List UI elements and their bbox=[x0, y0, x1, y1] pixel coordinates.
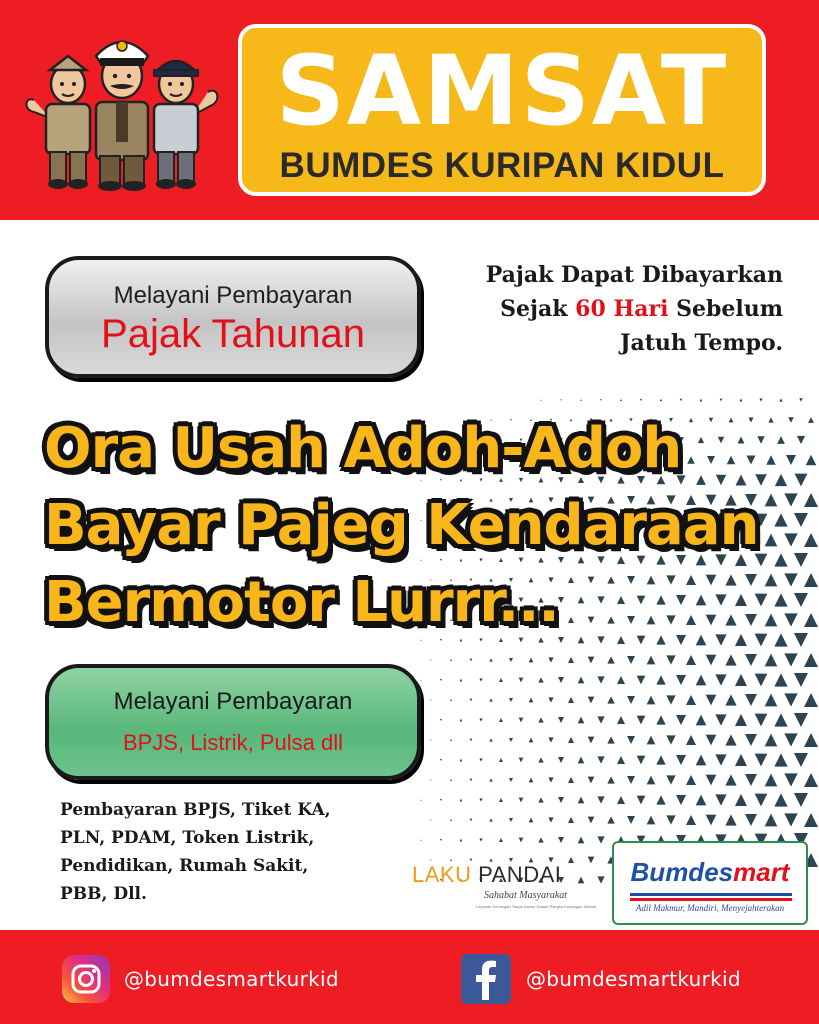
pattern-triangle bbox=[774, 793, 787, 806]
pattern-triangle bbox=[804, 813, 818, 827]
pattern-triangle bbox=[548, 817, 553, 822]
pattern-triangle bbox=[450, 819, 452, 821]
laku-pandai-part1: LAKU bbox=[412, 862, 472, 887]
pattern-triangle bbox=[578, 797, 585, 804]
pattern-triangle bbox=[676, 715, 686, 725]
pattern-triangle bbox=[450, 659, 452, 661]
pattern-triangle bbox=[637, 676, 646, 685]
pattern-triangle bbox=[700, 399, 703, 402]
slogan-line-3: Bermotor Lurrr... bbox=[44, 570, 559, 635]
pattern-triangle bbox=[627, 656, 635, 664]
mascot-right bbox=[154, 61, 217, 189]
tax-note-highlight: 60 Hari bbox=[575, 296, 669, 322]
pattern-triangle bbox=[568, 697, 574, 703]
pattern-triangle bbox=[440, 679, 442, 681]
bumdesmart-part1: Bumdes bbox=[630, 857, 734, 887]
pattern-triangle bbox=[578, 837, 585, 844]
pattern-triangle bbox=[784, 813, 797, 826]
pattern-triangle bbox=[794, 593, 808, 607]
pattern-triangle bbox=[696, 675, 707, 686]
pattern-triangle bbox=[735, 754, 747, 766]
pattern-triangle bbox=[607, 696, 614, 703]
pattern-triangle bbox=[735, 794, 747, 806]
payments-note-line-2: PLN, PDAM, Token Listrik, bbox=[60, 828, 315, 848]
pattern-triangle bbox=[647, 776, 656, 785]
pattern-triangle bbox=[440, 839, 442, 841]
service-pill-bills-title: BPJS, Listrik, Pulsa dll bbox=[122, 730, 344, 755]
pattern-triangle bbox=[808, 417, 814, 423]
pattern-triangle bbox=[804, 693, 818, 707]
pattern-triangle bbox=[560, 399, 562, 401]
pattern-triangle bbox=[804, 773, 818, 787]
pattern-triangle bbox=[784, 693, 797, 706]
pattern-triangle bbox=[686, 655, 696, 665]
pattern-triangle bbox=[784, 533, 797, 546]
pattern-triangle bbox=[420, 759, 421, 760]
pattern-triangle bbox=[548, 697, 553, 702]
service-pill-bills-heading: Melayani Pembayaran bbox=[113, 688, 353, 715]
pattern-triangle bbox=[489, 818, 492, 821]
pattern-triangle bbox=[420, 799, 421, 800]
pattern-triangle bbox=[637, 756, 646, 765]
pattern-triangle bbox=[440, 759, 442, 761]
mascot-left bbox=[26, 56, 90, 189]
pattern-triangle bbox=[647, 656, 656, 665]
pattern-triangle bbox=[588, 697, 595, 704]
pattern-triangle bbox=[765, 654, 778, 667]
pattern-triangle bbox=[715, 754, 726, 765]
pattern-triangle bbox=[676, 795, 686, 805]
pattern-triangle bbox=[479, 758, 482, 761]
pattern-triangle bbox=[529, 818, 534, 823]
pattern-triangle bbox=[538, 717, 543, 722]
pattern-triangle bbox=[656, 675, 665, 684]
pattern-triangle bbox=[666, 695, 675, 704]
pattern-triangle bbox=[804, 613, 818, 627]
pattern-triangle bbox=[774, 713, 787, 726]
pattern-triangle bbox=[470, 779, 473, 782]
police-mascots-illustration bbox=[20, 26, 225, 191]
pattern-triangle bbox=[647, 696, 656, 705]
pattern-triangle bbox=[706, 775, 717, 786]
payments-note-line-3: Pendidikan, Rumah Sakit, bbox=[60, 856, 309, 876]
instagram-icon[interactable] bbox=[62, 955, 110, 1003]
pattern-triangle bbox=[656, 755, 665, 764]
pattern-triangle bbox=[804, 573, 818, 587]
pattern-triangle bbox=[666, 655, 675, 664]
laku-pandai-logo bbox=[412, 858, 597, 916]
pattern-triangle bbox=[794, 793, 808, 807]
pattern-triangle bbox=[637, 716, 646, 725]
pattern-triangle bbox=[745, 734, 757, 746]
bumdesmart-stripe-blue bbox=[630, 893, 792, 896]
pattern-triangle bbox=[450, 779, 452, 781]
pattern-triangle bbox=[706, 815, 717, 826]
pattern-triangle bbox=[617, 716, 625, 724]
pattern-triangle bbox=[784, 733, 797, 746]
pattern-triangle bbox=[420, 839, 421, 840]
service-pill-tax bbox=[45, 256, 421, 378]
pattern-triangle bbox=[460, 759, 463, 762]
pattern-triangle bbox=[578, 677, 585, 684]
pattern-triangle bbox=[538, 837, 543, 842]
pattern-triangle bbox=[460, 839, 463, 842]
pattern-triangle bbox=[509, 698, 513, 702]
pattern-triangle bbox=[529, 658, 534, 663]
pattern-triangle bbox=[489, 698, 492, 701]
pattern-triangle bbox=[538, 757, 543, 762]
pattern-triangle bbox=[499, 718, 503, 722]
pattern-triangle bbox=[794, 553, 808, 567]
pattern-triangle bbox=[600, 399, 602, 401]
tax-note-line-2 bbox=[423, 292, 783, 326]
pattern-triangle bbox=[725, 774, 736, 785]
pattern-triangle bbox=[558, 797, 564, 803]
pattern-triangle bbox=[479, 798, 482, 801]
pattern-triangle bbox=[479, 718, 482, 721]
pattern-triangle bbox=[519, 718, 524, 723]
pattern-triangle bbox=[578, 717, 585, 724]
pattern-triangle bbox=[715, 794, 726, 805]
pattern-triangle bbox=[794, 673, 808, 687]
pattern-triangle bbox=[745, 814, 757, 826]
pattern-triangle bbox=[450, 739, 452, 741]
pattern-triangle bbox=[460, 679, 463, 682]
pattern-triangle bbox=[647, 736, 656, 745]
pattern-triangle bbox=[509, 658, 513, 662]
pattern-triangle bbox=[640, 399, 642, 401]
pattern-triangle bbox=[627, 816, 635, 824]
pattern-triangle bbox=[597, 796, 604, 803]
pattern-triangle bbox=[735, 714, 747, 726]
pattern-triangle bbox=[499, 678, 503, 682]
pattern-triangle bbox=[440, 719, 442, 721]
pattern-triangle bbox=[686, 695, 696, 705]
pattern-triangle bbox=[706, 735, 717, 746]
pattern-triangle bbox=[620, 399, 622, 401]
bumdesmart-part2: mart bbox=[733, 857, 790, 887]
payments-note-line-4: PBB, Dll. bbox=[60, 884, 147, 904]
pattern-triangle bbox=[755, 754, 768, 767]
pattern-triangle bbox=[656, 795, 665, 804]
pattern-triangle bbox=[725, 694, 736, 705]
pattern-triangle bbox=[706, 655, 717, 666]
payments-note bbox=[60, 796, 420, 908]
pattern-triangle bbox=[794, 713, 808, 727]
pattern-triangle bbox=[706, 695, 717, 706]
pattern-triangle bbox=[759, 398, 762, 401]
pattern-triangle bbox=[519, 798, 524, 803]
pattern-triangle bbox=[784, 653, 797, 666]
pattern-triangle bbox=[538, 797, 543, 802]
service-pill-bills bbox=[45, 664, 421, 780]
pattern-triangle bbox=[804, 733, 818, 747]
pattern-triangle bbox=[430, 699, 431, 700]
pattern-triangle bbox=[529, 778, 534, 783]
pattern-triangle bbox=[740, 399, 743, 402]
bumdesmart-tagline: Adil Makmur, Mandiri, Menyejahterakan bbox=[635, 903, 785, 913]
pattern-triangle bbox=[509, 818, 513, 822]
pattern-triangle bbox=[786, 455, 796, 465]
pattern-triangle bbox=[499, 758, 503, 762]
pattern-triangle bbox=[666, 815, 675, 824]
pattern-triangle bbox=[784, 493, 797, 506]
pattern-triangle bbox=[686, 775, 696, 785]
pattern-triangle bbox=[774, 753, 787, 766]
pattern-triangle bbox=[470, 699, 473, 702]
header-banner bbox=[0, 0, 819, 220]
pattern-triangle bbox=[784, 773, 797, 786]
pattern-triangle bbox=[529, 738, 534, 743]
footer-social-bar bbox=[0, 930, 819, 1024]
pattern-triangle bbox=[745, 654, 757, 666]
pattern-triangle bbox=[607, 656, 614, 663]
pattern-triangle bbox=[794, 513, 808, 527]
pattern-triangle bbox=[588, 737, 595, 744]
pattern-triangle bbox=[578, 757, 585, 764]
pattern-triangle bbox=[568, 777, 574, 783]
tax-payment-note bbox=[423, 258, 783, 360]
laku-pandai-tagline: Sahabat Masyarakat bbox=[484, 890, 568, 901]
pattern-triangle bbox=[479, 678, 482, 681]
facebook-icon[interactable] bbox=[461, 954, 511, 1004]
pattern-triangle bbox=[420, 679, 421, 680]
pattern-triangle bbox=[568, 817, 574, 823]
pattern-triangle bbox=[597, 876, 604, 883]
pattern-triangle bbox=[597, 756, 604, 763]
pattern-triangle bbox=[617, 796, 625, 804]
pattern-triangle bbox=[797, 436, 805, 444]
pattern-triangle bbox=[774, 673, 787, 686]
pattern-triangle bbox=[725, 814, 736, 825]
pattern-triangle bbox=[430, 819, 431, 820]
pattern-triangle bbox=[519, 838, 524, 843]
tax-note-prefix: Sejak bbox=[500, 296, 576, 322]
pattern-triangle bbox=[548, 777, 553, 782]
pattern-triangle bbox=[509, 778, 513, 782]
pattern-triangle bbox=[755, 714, 768, 727]
pattern-triangle bbox=[479, 838, 482, 841]
pattern-triangle bbox=[519, 678, 524, 683]
pattern-triangle bbox=[647, 816, 656, 825]
pattern-triangle bbox=[794, 633, 808, 647]
pattern-triangle bbox=[470, 819, 473, 822]
pattern-triangle bbox=[580, 399, 582, 401]
pattern-triangle bbox=[430, 779, 431, 780]
pattern-triangle bbox=[460, 799, 463, 802]
pattern-triangle bbox=[795, 474, 808, 487]
pattern-triangle bbox=[548, 657, 553, 662]
pattern-triangle bbox=[735, 674, 747, 686]
laku-pandai-wordmark bbox=[412, 862, 561, 888]
pattern-triangle bbox=[806, 455, 817, 466]
pattern-triangle bbox=[715, 714, 726, 725]
pattern-triangle bbox=[597, 836, 604, 843]
pattern-triangle bbox=[558, 837, 564, 843]
pattern-triangle bbox=[627, 776, 635, 784]
pattern-triangle bbox=[607, 776, 614, 783]
pattern-triangle bbox=[680, 399, 683, 402]
service-pill-tax-heading: Melayani Pembayaran bbox=[113, 282, 353, 309]
pattern-triangle bbox=[784, 613, 797, 626]
pattern-triangle bbox=[676, 755, 686, 765]
bumdesmart-stripe-red bbox=[630, 898, 792, 901]
pattern-triangle bbox=[558, 677, 564, 683]
pattern-triangle bbox=[597, 716, 604, 723]
pattern-triangle bbox=[686, 815, 696, 825]
page-subtitle: BUMDES KURIPAN KIDUL bbox=[279, 146, 725, 185]
pattern-triangle bbox=[509, 738, 513, 742]
pattern-triangle bbox=[440, 799, 442, 801]
pattern-triangle bbox=[558, 757, 564, 763]
pattern-triangle bbox=[617, 756, 625, 764]
pattern-triangle bbox=[607, 736, 614, 743]
payments-note-line-1: Pembayaran BPJS, Tiket KA, bbox=[60, 800, 331, 820]
pattern-triangle bbox=[588, 777, 595, 784]
tax-note-line-1: Pajak Dapat Dibayarkan bbox=[485, 262, 783, 288]
pattern-triangle bbox=[666, 735, 675, 744]
pattern-triangle bbox=[676, 675, 686, 685]
pattern-triangle bbox=[779, 398, 782, 401]
pattern-triangle bbox=[765, 774, 778, 787]
pattern-triangle bbox=[765, 694, 778, 707]
pattern-triangle bbox=[489, 658, 492, 661]
pattern-triangle bbox=[656, 715, 665, 724]
pattern-triangle bbox=[470, 659, 473, 662]
pattern-triangle bbox=[450, 699, 452, 701]
laku-pandai-fineprint: Layanan Keuangan Tanpa Kantor Dalam Rangka Keuangan Inklusif bbox=[476, 904, 597, 909]
pattern-triangle bbox=[538, 677, 543, 682]
pattern-triangle bbox=[548, 737, 553, 742]
mascot-center bbox=[96, 41, 148, 191]
pattern-triangle bbox=[696, 715, 707, 726]
tax-note-suffix: Sebelum bbox=[668, 296, 783, 322]
pattern-triangle bbox=[607, 816, 614, 823]
facebook-handle[interactable]: @bumdesmartkurkid bbox=[526, 967, 741, 991]
pattern-triangle bbox=[529, 698, 534, 703]
pattern-triangle bbox=[430, 659, 431, 660]
slogan bbox=[44, 410, 784, 641]
pattern-triangle bbox=[715, 674, 726, 685]
pattern-triangle bbox=[696, 755, 707, 766]
pattern-triangle bbox=[804, 493, 818, 507]
pattern-triangle bbox=[720, 399, 723, 402]
pattern-triangle bbox=[788, 417, 794, 423]
pattern-triangle bbox=[588, 657, 595, 664]
pattern-triangle bbox=[804, 533, 818, 547]
pattern-triangle bbox=[696, 795, 707, 806]
pattern-triangle bbox=[755, 794, 768, 807]
pattern-triangle bbox=[627, 736, 635, 744]
slogan-line-1: Ora Usah Adoh-Adoh bbox=[44, 416, 682, 481]
pattern-triangle bbox=[588, 817, 595, 824]
pattern-triangle bbox=[755, 674, 768, 687]
pattern-triangle bbox=[558, 717, 564, 723]
instagram-handle[interactable]: @bumdesmartkurkid bbox=[124, 967, 339, 991]
pattern-triangle bbox=[784, 573, 797, 586]
pattern-triangle bbox=[794, 753, 808, 767]
pattern-triangle bbox=[540, 399, 541, 400]
pattern-triangle bbox=[499, 838, 503, 842]
pattern-triangle bbox=[765, 814, 778, 827]
pattern-triangle bbox=[745, 774, 757, 786]
pattern-triangle bbox=[686, 735, 696, 745]
pattern-triangle bbox=[627, 696, 635, 704]
pattern-triangle bbox=[617, 676, 625, 684]
pattern-triangle bbox=[489, 738, 492, 741]
slogan-line-2: Bayar Pajeg Kendaraan bbox=[44, 493, 759, 558]
pattern-triangle bbox=[519, 758, 524, 763]
pattern-triangle bbox=[725, 654, 736, 665]
pattern-triangle bbox=[799, 398, 803, 402]
tax-note-line-3: Jatuh Tempo. bbox=[620, 330, 783, 356]
pattern-triangle bbox=[637, 796, 646, 805]
pattern-triangle bbox=[666, 775, 675, 784]
pattern-triangle bbox=[489, 778, 492, 781]
pattern-triangle bbox=[725, 734, 736, 745]
pattern-triangle bbox=[745, 694, 757, 706]
pattern-triangle bbox=[568, 657, 574, 663]
title-box bbox=[238, 24, 766, 196]
pattern-triangle bbox=[460, 719, 463, 722]
pattern-triangle bbox=[470, 739, 473, 742]
bumdesmart-wordmark bbox=[614, 857, 806, 888]
pattern-triangle bbox=[430, 739, 431, 740]
page-title: SAMSAT bbox=[275, 35, 729, 147]
bumdesmart-logo bbox=[612, 841, 808, 925]
service-pill-tax-title: Pajak Tahunan bbox=[101, 312, 365, 356]
pattern-triangle bbox=[568, 737, 574, 743]
pattern-triangle bbox=[804, 653, 818, 667]
laku-pandai-part2: PANDAI bbox=[471, 862, 562, 887]
pattern-triangle bbox=[597, 676, 604, 683]
pattern-triangle bbox=[660, 399, 662, 401]
pattern-triangle bbox=[765, 734, 778, 747]
pattern-triangle bbox=[499, 798, 503, 802]
